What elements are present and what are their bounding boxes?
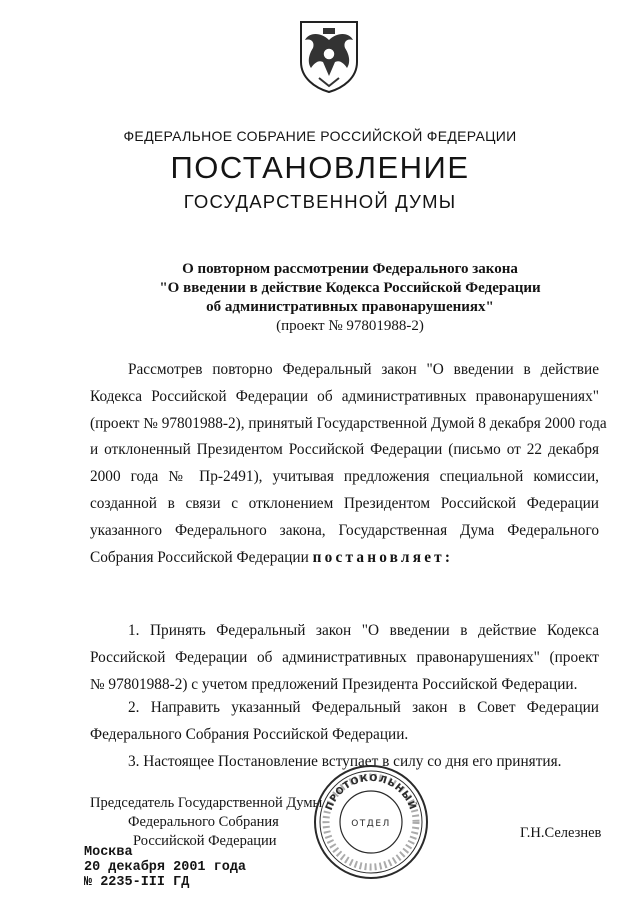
item-line: 3. Настоящее Постановление вступает в силу со дня его принятия. <box>128 753 562 770</box>
preamble-line: (проект № 97801988-2), принятый Государственной Думой 8 декабря 2000 года <box>90 414 607 432</box>
footer-date: 20 декабря 2001 года <box>84 860 247 875</box>
document-type: ПОСТАНОВЛЕНИЕ <box>170 150 470 185</box>
signatory-title-line-3: Российской Федерации <box>133 833 277 849</box>
footer-city: Москва <box>84 845 133 860</box>
preamble-line: 2000 года № Пр-2491), учитывая предложения специальной комиссии, <box>90 468 599 486</box>
organization-name: ФЕДЕРАЛЬНОЕ СОБРАНИЕ РОССИЙСКОЙ ФЕДЕРАЦИИ <box>123 128 517 144</box>
preamble-paragraph <box>90 357 607 571</box>
russian-coat-of-arms-icon <box>297 18 361 94</box>
subject-line-2: "О введении в действие Кодекса Российской Федерации <box>159 280 541 296</box>
signatory-title-line-2: Федерального Собрания <box>128 814 279 830</box>
preamble-line: Кодекса Российской Федерации об административных правонарушениях" <box>90 387 599 405</box>
document-subtype: ГОСУДАРСТВЕННОЙ ДУМЫ <box>183 191 457 212</box>
signatory-name: Г.Н.Селезнев <box>520 825 602 841</box>
preamble-line: указанного Федерального закона, Государственная Дума Федерального <box>90 521 599 539</box>
decree-word: постановляет: <box>312 548 454 566</box>
stamp-center-text: ОТДЕЛ <box>351 819 391 829</box>
item-line: Российской Федерации об административных правонарушениях" (проект <box>90 649 599 666</box>
preamble-line: и отклоненный Президентом Российской Федерации (письмо от 22 декабря <box>90 441 599 459</box>
item-line: Федерального Собрания Российской Федерации. <box>90 726 409 743</box>
footer-number: № 2235-III ГД <box>84 875 190 890</box>
item-line: 2. Направить указанный Федеральный закон в Совет Федерации <box>128 699 599 716</box>
subject-line-3: об административных правонарушениях" <box>206 299 494 315</box>
project-number: (проект № 97801988-2) <box>276 318 424 334</box>
item-line: № 97801988-2) с учетом предложений Президента Российской Федерации. <box>90 676 578 693</box>
preamble-line: созданной в связи с отклонением Президентом Российской Федерации <box>90 494 599 512</box>
preamble-last-line <box>90 545 599 572</box>
item-1 <box>90 617 599 698</box>
preamble-line: Рассмотрев повторно Федеральный закон "О введении в действие <box>128 361 599 378</box>
signatory-title-line-1: Председатель Государственной Думы <box>90 795 323 811</box>
item-line: 1. Принять Федеральный закон "О введении в действие Кодекса <box>128 622 599 639</box>
stamp-outer-text: ПРОТОКОЛЬНЫЙ <box>323 772 419 813</box>
subject-line-1: О повторном рассмотрении Федерального закона <box>182 261 518 277</box>
item-2 <box>90 694 599 748</box>
svg-text:ПРОТОКОЛЬНЫЙ <box>324 773 419 812</box>
preamble-last-text: Собрания Российской Федерации <box>90 548 309 566</box>
round-seal-stamp-icon <box>312 763 430 881</box>
